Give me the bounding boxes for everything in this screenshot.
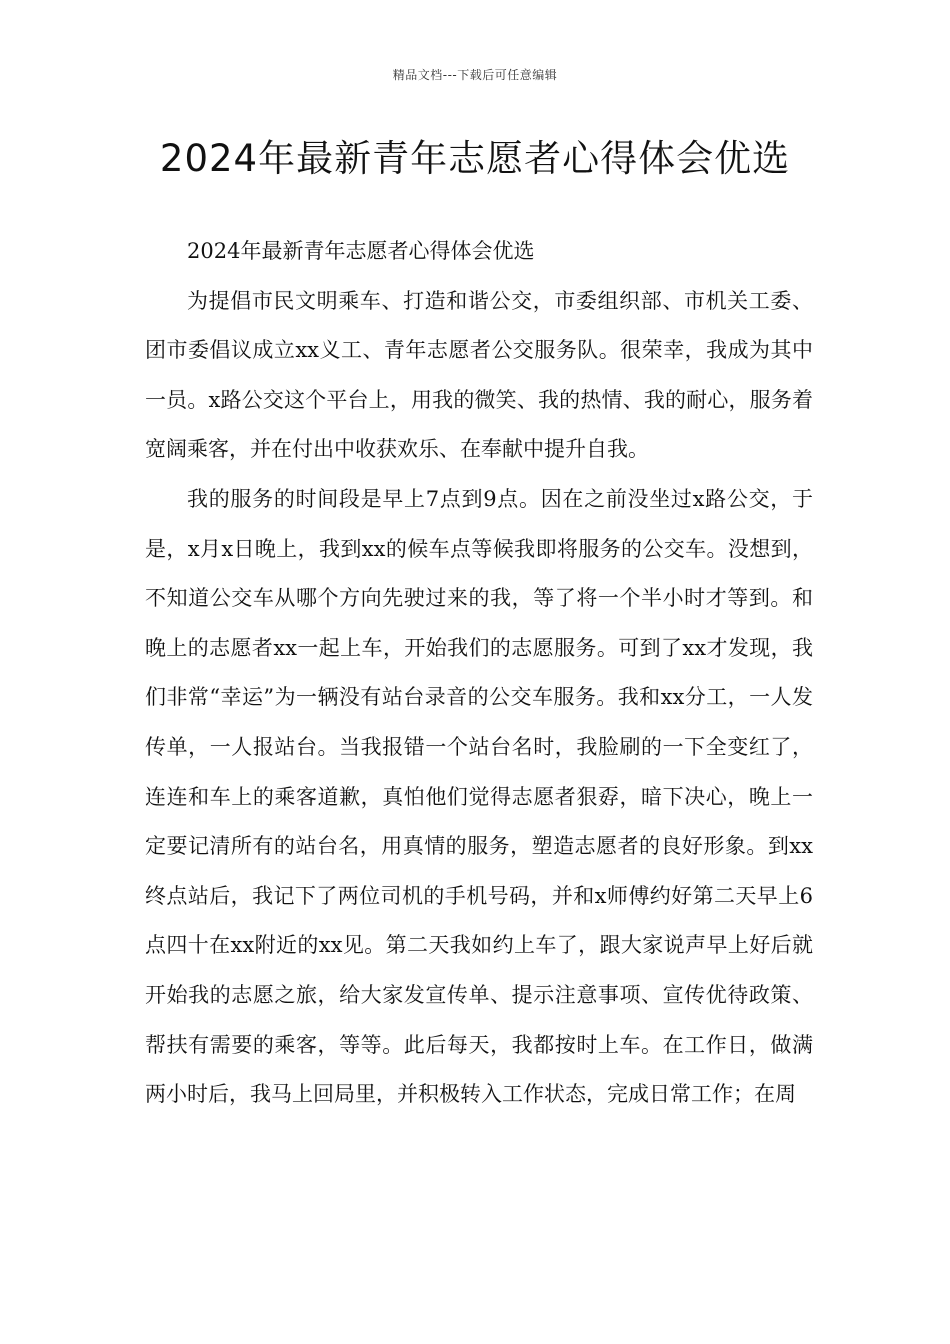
body-paragraph: 我的服务的时间段是早上7点到9点。因在之前没坐过x路公交，于是，x月x日晚上，我到xx的候车点等候我即将服务的公交车。没想到，不知道公交车从哪个方向先驶过来的我，等了将一个半小时才等到。和晚上的志愿者xx一起上车，开始我们的志愿服务。可到了xx才发现，我们非常“幸运”为一辆没有站台录音的公交车服务。我和xx分工，一人发传单，一人报站台。当我报错一个站台名时，我脸刷的一下全变红了，连连和车上的乘客道歉，真怕他们觉得志愿者狠孬，暗下决心，晚上一定要记清所有的站台名，用真情的服务，塑造志愿者的良好形象。到xx终点站后，我记下了两位司机的手机号码，并和x师傅约好第二天早上6点四十在xx附近的xx见。第二天我如约上车了，跟大家说声早上好后就开始我的志愿之旅，给大家发宣传单、提示注意事项、宣传优待政策、帮扶有需要的乘客，等等。此后每天，我都按时上车。在工作日，做满两小时后，我马上回局里，并积极转入工作状态，完成日常工作；在周 [145, 486, 813, 1107]
document-title: 2024年最新青年志愿者心得体会优选 [159, 137, 791, 180]
body-paragraph: 为提倡市民文明乘车、打造和谐公交，市委组织部、市机关工委、团市委倡议成立xx义工、青年志愿者公交服务队。很荣幸，我成为其中一员。x路公交这个平台上，用我的微笑、我的热情、我的耐心，服务着宽阔乘客，并在付出中收获欢乐、在奉献中提升自我。 [145, 288, 813, 462]
body-paragraph: 2024年最新青年志愿者心得体会优选 [187, 239, 535, 263]
document-body [145, 227, 813, 1120]
header-note: 精品文档---下载后可任意编辑 [392, 68, 558, 82]
